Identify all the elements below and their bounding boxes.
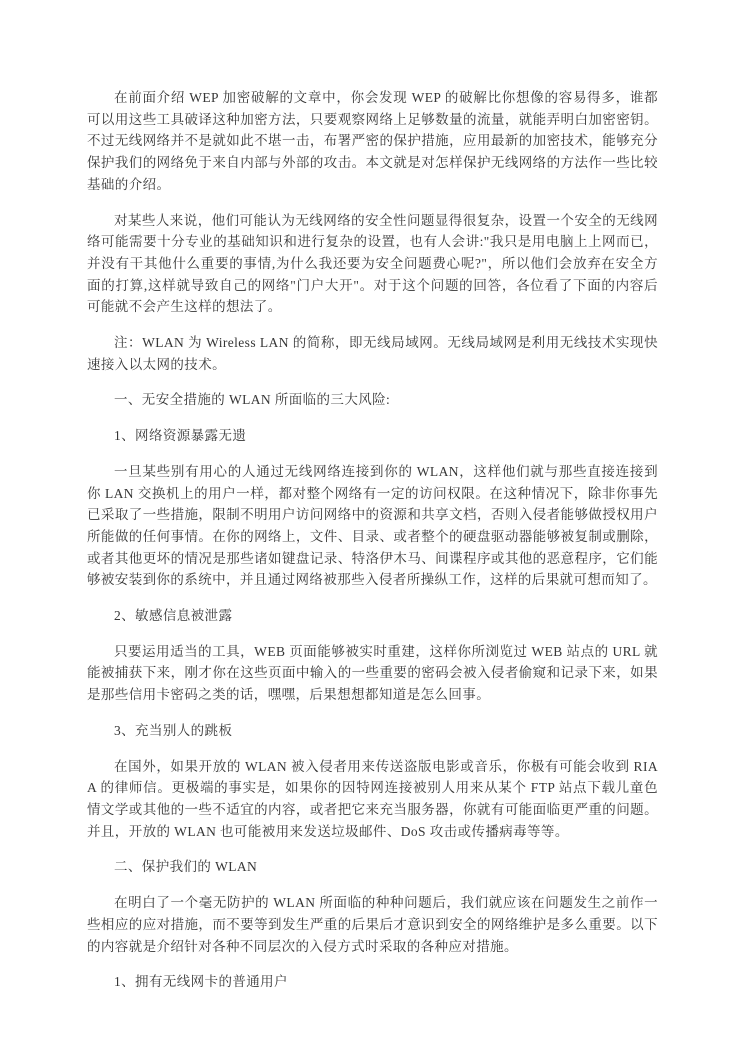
section-2-heading: 二、保护我们的 WLAN [114, 859, 258, 875]
section-1-heading: 一、无安全措施的 WLAN 所面临的三大风险: [114, 392, 391, 408]
risk-3-heading: 3、充当别人的跳板 [114, 722, 233, 738]
risk-2-paragraph: 只要运用适当的工具，WEB 页面能够被实时重建，这样你所浏览过 WEB 站点的 URL 就能被捕获下来，刚才你在这些页面中输入的一些重要的密码会被入侵者偷窥和记录下来，如果是那些信用卡密码之类的话，嘿嘿，后果想想都知道是怎么回事。 [87, 643, 658, 703]
risk-1-paragraph: 一旦某些别有用心的人通过无线网络连接到你的 WLAN，这样他们就与那些直接连接到你 LAN 交换机上的用户一样，都对整个网络有一定的访问权限。在这种情况下，除非你事先已采取了一些措施，限制不明用户访问网络中的资源和共享文档，否则入侵者能够做授权用户所能做的任何事情。在你的网络上，文件、目录、或者整个的硬盘驱动器能够被复制或删除，或者其他更坏的情况是那些诸如键盘记录、特洛伊木马、间谍程序或其他的恶意程序，它们能够被安装到你的系统中，并且通过网络被那些入侵者所操纵工作，这样的后果就可想而知了。 [87, 463, 658, 588]
wlan-note-paragraph: 注：WLAN 为 Wireless LAN 的简称，即无线局域网。无线局域网是利用无线技术实现快速接入以太网的技术。 [87, 335, 658, 372]
measure-1-heading: 1、拥有无线网卡的普通用户 [114, 974, 288, 990]
section-2-intro-paragraph: 在明白了一个毫无防护的 WLAN 所面临的种种问题后，我们就应该在问题发生之前作一些相应的应对措施，而不要等到发生严重的后果后才意识到安全的网络维护是多么重要。以下的内容就是介绍针对各种不同层次的入侵方式时采取的各种应对措施。 [87, 895, 658, 954]
concerns-paragraph: 对某些人来说，他们可能认为无线网络的安全性问题显得很复杂，设置一个安全的无线网络可能需要十分专业的基础知识和进行复杂的设置，也有人会讲:"我只是用电脑上上网而已，并没有干其他什么重要的事情,为什么我还要为安全问题费心呢?"，所以他们会放弃在安全方面的打算,这样就导致自己的网络"门户大开"。对于这个问题的回答，各位看了下面的内容后可能就不会产生这样的想法了。 [87, 212, 658, 315]
risk-1-heading: 1、网络资源暴露无遗 [114, 428, 247, 444]
risk-3-paragraph: 在国外，如果开放的 WLAN 被入侵者用来传送盗版电影或音乐，你极有可能会收到 RIAA 的律师信。更极端的事实是，如果你的因特网连接被别人用来从某个 FTP 站点下载儿童色情文学或其他的一些不适宜的内容，或者把它来充当服务器，你就有可能面临更严重的问题。并且，开放的 WLAN 也可能被用来发送垃圾邮件、DoS 攻击或传播病毒等等。 [87, 758, 658, 839]
intro-paragraph: 在前面介绍 WEP 加密破解的文章中，你会发现 WEP 的破解比你想像的容易得多，谁都可以用这些工具破译这种加密方法，只要观察网络上足够数量的流量，就能弄明白加密密钥。不过无线网络并不是就如此不堪一击，布署严密的保护措施，应用最新的加密技术，能够充分保护我们的网络免于来自内部与外部的攻击。本文就是对怎样保护无线网络的方法作一些比较基础的介绍。 [87, 90, 658, 192]
risk-2-heading: 2、敏感信息被泄露 [114, 608, 233, 624]
